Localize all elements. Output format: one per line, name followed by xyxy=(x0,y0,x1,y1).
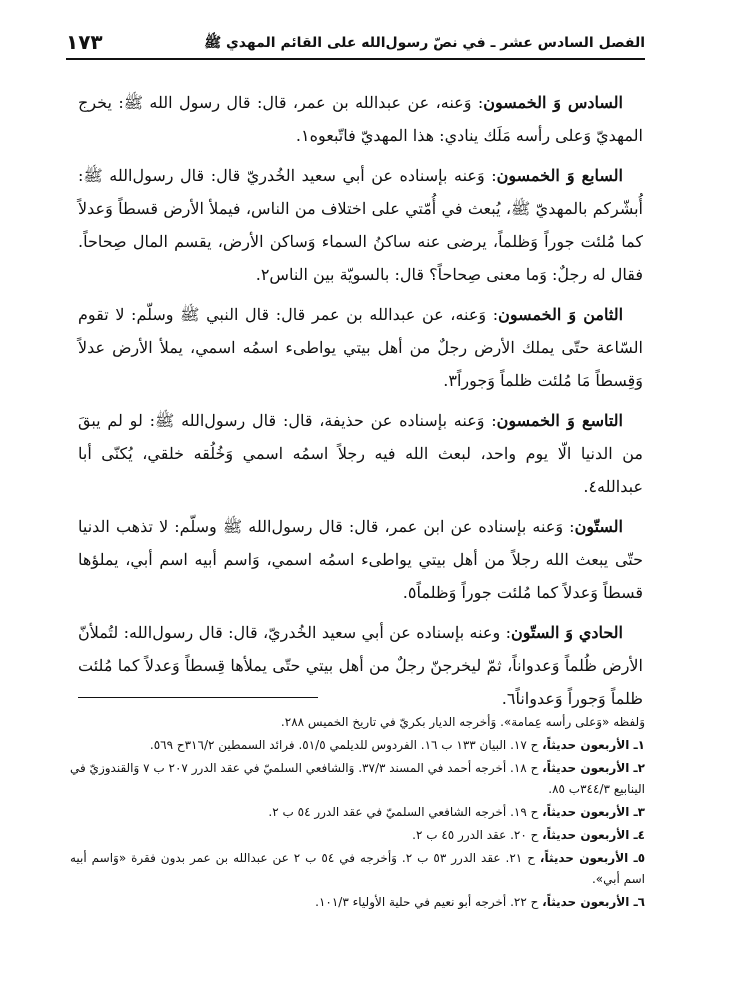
footnotes xyxy=(70,712,645,915)
page-number: ١٧٣ xyxy=(66,30,103,54)
paragraph-heading: الثامن وَ الخمسون xyxy=(498,305,624,324)
footnote-text: ح ٢١. عقد الدرر ٥٣ ب ٢. وَأخرجه في ٥٤ ب ٢ عن عبدالله بن عمر بدون فقرة «وَاسم أبيه اسم أبي». xyxy=(70,851,645,886)
paragraph-59 xyxy=(78,404,643,503)
paragraph-56 xyxy=(78,86,643,152)
paragraph-text: : وَعنه بإسناده عن ابن عمر، قال: قال رسول‌الله ﷺ وسلّم: لا تذهب الدنيا حتّى يبعث الله رجلاً من أهل بيتي يواطىء اسمُه اسمي، وَاسم أبيه اسم أبي، يملؤها قسطاً وَعدلاً كما مُلئت جوراً وَظلماً٥. xyxy=(78,517,643,602)
footnote-source: ٤ـ الأربعون حديثاً، xyxy=(542,828,645,842)
paragraph-heading: الحادي وَ الستّون xyxy=(510,623,623,642)
footnote-continuation xyxy=(70,712,645,733)
footnote-text: ح ٢٠. عقد الدرر ٤٥ ب ٢. xyxy=(412,828,543,842)
header-rule xyxy=(66,58,645,60)
footnote-3 xyxy=(70,802,645,823)
footnote-separator xyxy=(78,697,318,698)
paragraph-heading: التاسع وَ الخمسون xyxy=(496,411,623,430)
footnote-source: ٢ـ الأربعون حديثاً، xyxy=(542,761,645,775)
footnote-source: ١ـ الأربعون حديثاً، xyxy=(542,738,645,752)
footnote-1 xyxy=(70,735,645,756)
footnote-source: ٣ـ الأربعون حديثاً، xyxy=(542,805,645,819)
footnote-5 xyxy=(70,848,645,890)
footnote-source: ٦ـ الأربعون حديثاً، xyxy=(542,895,645,909)
paragraph-heading: السابع وَ الخمسون xyxy=(496,166,623,185)
paragraph-57 xyxy=(78,159,643,291)
paragraph-text: : وَعنه بإسناده عن حذيفة، قال: قال رسول‌الله ﷺ: لو لم يبقَ من الدنيا الّا يوم واحد، لبعث الله فيه رجلاً اسمُه اسمي وَخُلُقه خلقي، يُكنّى أبا عبدالله٤. xyxy=(78,411,643,496)
main-text xyxy=(78,86,643,722)
paragraph-heading: الستّون xyxy=(574,517,623,536)
footnote-text: وَلفظه «وَعلى رأسه عِمامة». وَأخرجه الديار بكريّ في تاريخ الخميس ٢٨٨. xyxy=(280,715,645,729)
footnote-4 xyxy=(70,825,645,846)
paragraph-58 xyxy=(78,298,643,397)
paragraph-text: : وَعنه، عن عبدالله بن عمر قال: قال النبي ﷺ وسلّم: لا تقوم السّاعة حتّى يملك الأرض رجلٌ من أهل بيتي يواطىء اسمُه اسمي، يملأ الأرض عدلاً وَقِسطاً مَا مُلئت ظلماً وَجوراً٣. xyxy=(78,305,643,390)
paragraph-heading: السادس وَ الخمسون xyxy=(483,93,624,112)
footnote-text: ح ٢٢. أخرجه أبو نعيم في حلية الأولياء ١٠١/٣. xyxy=(315,895,543,909)
paragraph-text: : وَعنه، عن عبدالله بن عمر، قال: قال رسول الله ﷺ: يخرج المهديّ وَعلى رأسه مَلَك ينادي: هذا المهديّ فاتّبعوه١. xyxy=(78,93,643,145)
paragraph-61 xyxy=(78,616,643,715)
footnote-text: ح ١٨. أخرجه أحمد في المسند ٣٧/٣. وَالشافعي السلميّ في عقد الدرر ٢٠٧ ب ٧ وَالقندوزيّ في الينابيع ٣٤٤/٣ب ٨٥. xyxy=(70,761,645,796)
footnote-text: ح ١٩. أخرجه الشافعي السلميّ في عقد الدرر ٥٤ ب ٢. xyxy=(268,805,543,819)
footnote-2 xyxy=(70,758,645,800)
paragraph-text: : وعنه بإسناده عن أبي سعيد الخُدريّ، قال: قال رسول‌الله: لتُملأنّ الأرض ظُلماً وَعدواناً، ثمّ ليخرجنّ رجلٌ من أهل بيتي حتّى يملأها قِسطاً وَعدلاً كما مُلئت ظلماً وَجوراً وَعدواناً٦. xyxy=(78,623,643,708)
running-header xyxy=(66,28,645,56)
footnote-source: ٥ـ الأربعون حديثاً، xyxy=(539,851,646,865)
footnote-6 xyxy=(70,892,645,913)
paragraph-60 xyxy=(78,510,643,609)
paragraph-text: : وَعنه بإسناده عن أبي سعيد الخُدريّ قال: قال رسول‌الله ﷺ: أُبشّركم بالمهديّ ﷺ، يُبعث في أُمّتي على اختلاف من الناس، فيملأ الأرض قسطاً وَعدلاً كما مُلئت جوراً وَظلماً، يرضى عنه ساكنُ السماء وَساكن الأرض، يقسم المال صِحاحاً. فقال له رجلٌ: وَما معنى صِحاحاً؟ قال: بالسويّة بين الناس٢. xyxy=(78,166,643,284)
chapter-title: الفصل السادس عشر ـ في نصّ رسول‌الله على القائم المهدي ﷺ xyxy=(204,35,645,51)
footnote-text: ح ١٧. البيان ١٣٣ ب ١٦. الفردوس للديلمي ٥١/٥. فرائد السمطين ٣١٦/٢ح ٥٦٩. xyxy=(149,738,543,752)
